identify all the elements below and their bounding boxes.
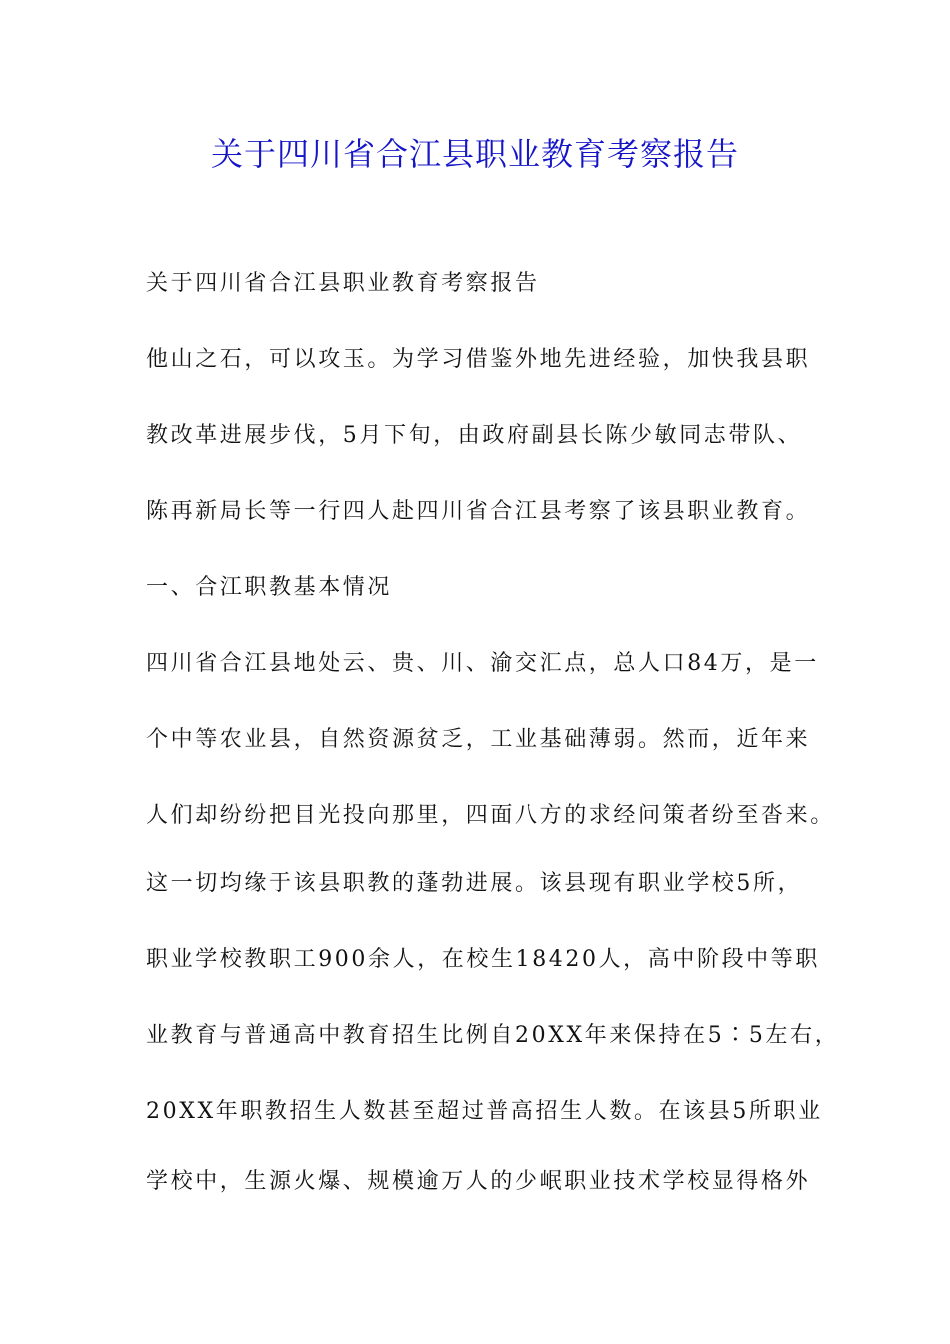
body-line: 学校中，生源火爆、规模逾万人的少岷职业技术学校显得格外	[146, 1169, 811, 1194]
body-line: 教改革进展步伐，5月下旬，由政府副县长陈少敏同志带队、	[146, 423, 803, 448]
body-line: 20XX年职教招生人数甚至超过普高招生人数。在该县5所职业	[146, 1099, 823, 1124]
body-line: 四川省合江县地处云、贵、川、渝交汇点，总人口84万，是一	[146, 651, 819, 676]
body-line: 职业学校教职工900余人，在校生18420人，高中阶段中等职	[146, 947, 820, 972]
body-line: 个中等农业县，自然资源贫乏，工业基础薄弱。然而，近年来	[146, 727, 811, 752]
body-line: 业教育与普通高中教育招生比例自20XX年来保持在5∶5左右，	[146, 1023, 840, 1048]
body-line: 他山之石，可以攻玉。为学习借鉴外地先进经验，加快我县职	[146, 347, 811, 372]
section-heading: 一、合江职教基本情况	[146, 575, 393, 600]
document-title: 关于四川省合江县职业教育考察报告	[210, 135, 739, 173]
body-line: 陈再新局长等一行四人赴四川省合江县考察了该县职业教育。	[146, 499, 811, 524]
body-line: 这一切均缘于该县职教的蓬勃进展。该县现有职业学校5所，	[146, 871, 803, 896]
body-line: 人们却纷纷把目光投向那里，四面八方的求经问策者纷至沓来。	[146, 803, 835, 828]
body-line-subtitle: 关于四川省合江县职业教育考察报告	[146, 271, 540, 296]
